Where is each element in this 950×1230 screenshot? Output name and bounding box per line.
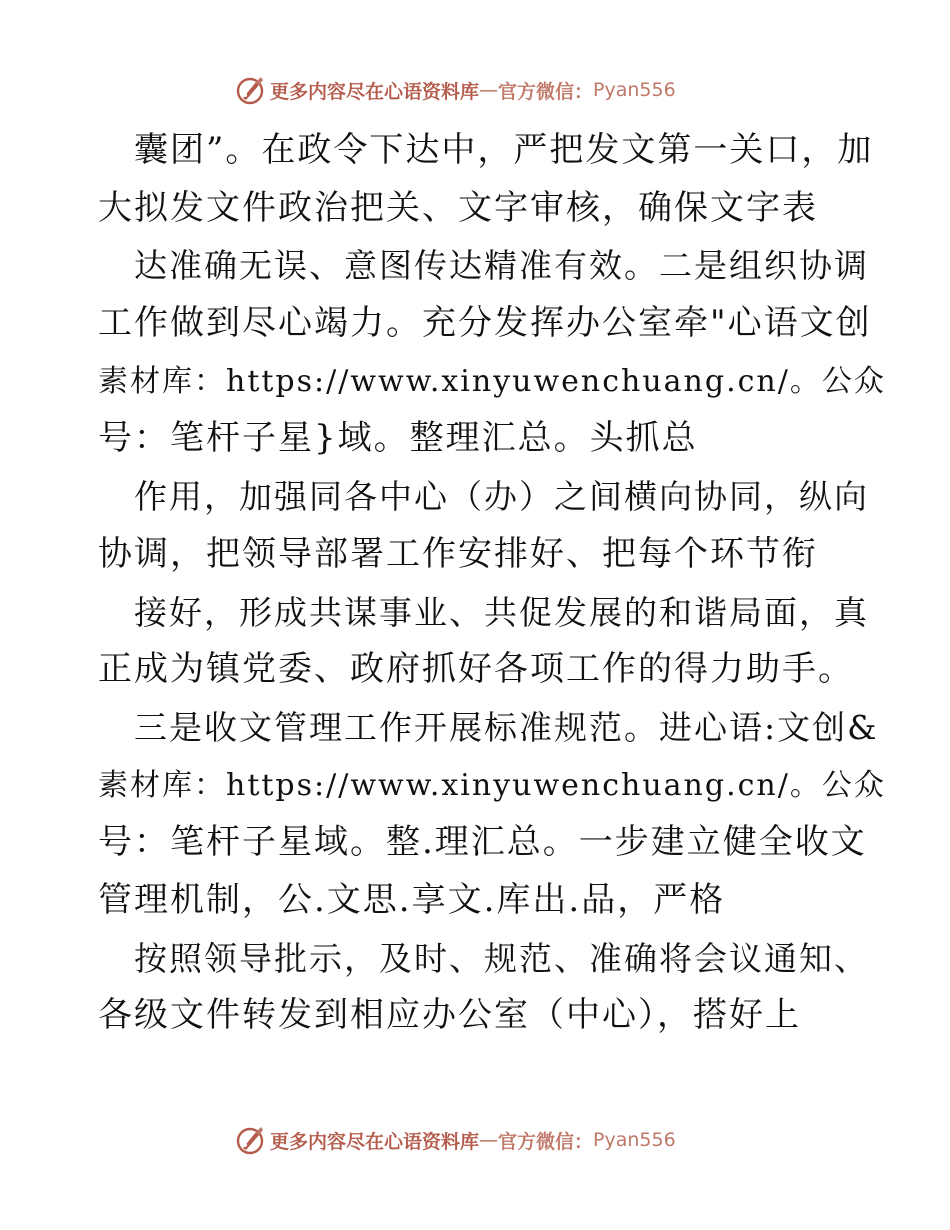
text-line: 接好，形成共谋事业、共促发展的和谐局面，真 [134,592,869,632]
footer-wechat-id: Pyan556 [593,1129,676,1151]
text-line: 号：笔杆子星域。整.理汇总。一步建立健全收文 [98,822,867,863]
header-wechat-id: Pyan556 [593,79,676,101]
quill-logo-icon [234,74,266,106]
text-line: 三是收文管理工作开展标准规范。进心语:文创& [134,707,879,747]
text-line: 作用，加强同各中心（办）之间横向协同，纵向 [134,477,869,517]
body-text [98,122,886,1045]
text-line: 工作做到尽心竭力。充分发挥办公室牵"心语文创 [98,303,872,344]
text-line: 素材库：https://www.xinyuwenchuang.cn/。公众 [98,363,886,399]
header-wechat-label: 官方微信： [498,80,594,103]
quill-logo-icon [234,1124,266,1156]
footer-wechat-label: 官方微信： [498,1130,594,1153]
text-line: 正成为镇党委、政府抓好各项工作的得力助手。 [98,649,854,690]
header-separator: — [479,79,499,101]
text-line: 素材库：https://www.xinyuwenchuang.cn/。公众 [98,767,886,803]
text-line: 达准确无误、意图传达精准有效。二是组织协调 [134,246,869,286]
text-line: 号：笔杆子星}域。整理汇总。头抓总 [98,418,698,459]
text-line: 管理机制，公.文思.享文.库出.品，严格 [98,879,726,920]
footer-banner[interactable] [234,1122,714,1158]
text-line: 协调，把领导部署工作安排好、把每个环节衔 [98,533,818,574]
header-banner[interactable] [234,72,714,108]
text-line: 各级文件转发到相应办公室（中心），搭好上 [98,995,801,1036]
text-line: 囊团”。在政令下达中，严把发文第一关口，加 [134,130,874,170]
text-line: 按照领导批示，及时、规范、准确将会议通知、 [134,938,869,978]
header-site-text: 更多内容尽在心语资料库 [270,80,480,103]
text-line: 大拟发文件政治把关、文字审核，确保文字表 [98,187,818,228]
footer-separator: — [479,1129,499,1151]
footer-site-text: 更多内容尽在心语资料库 [270,1130,480,1153]
